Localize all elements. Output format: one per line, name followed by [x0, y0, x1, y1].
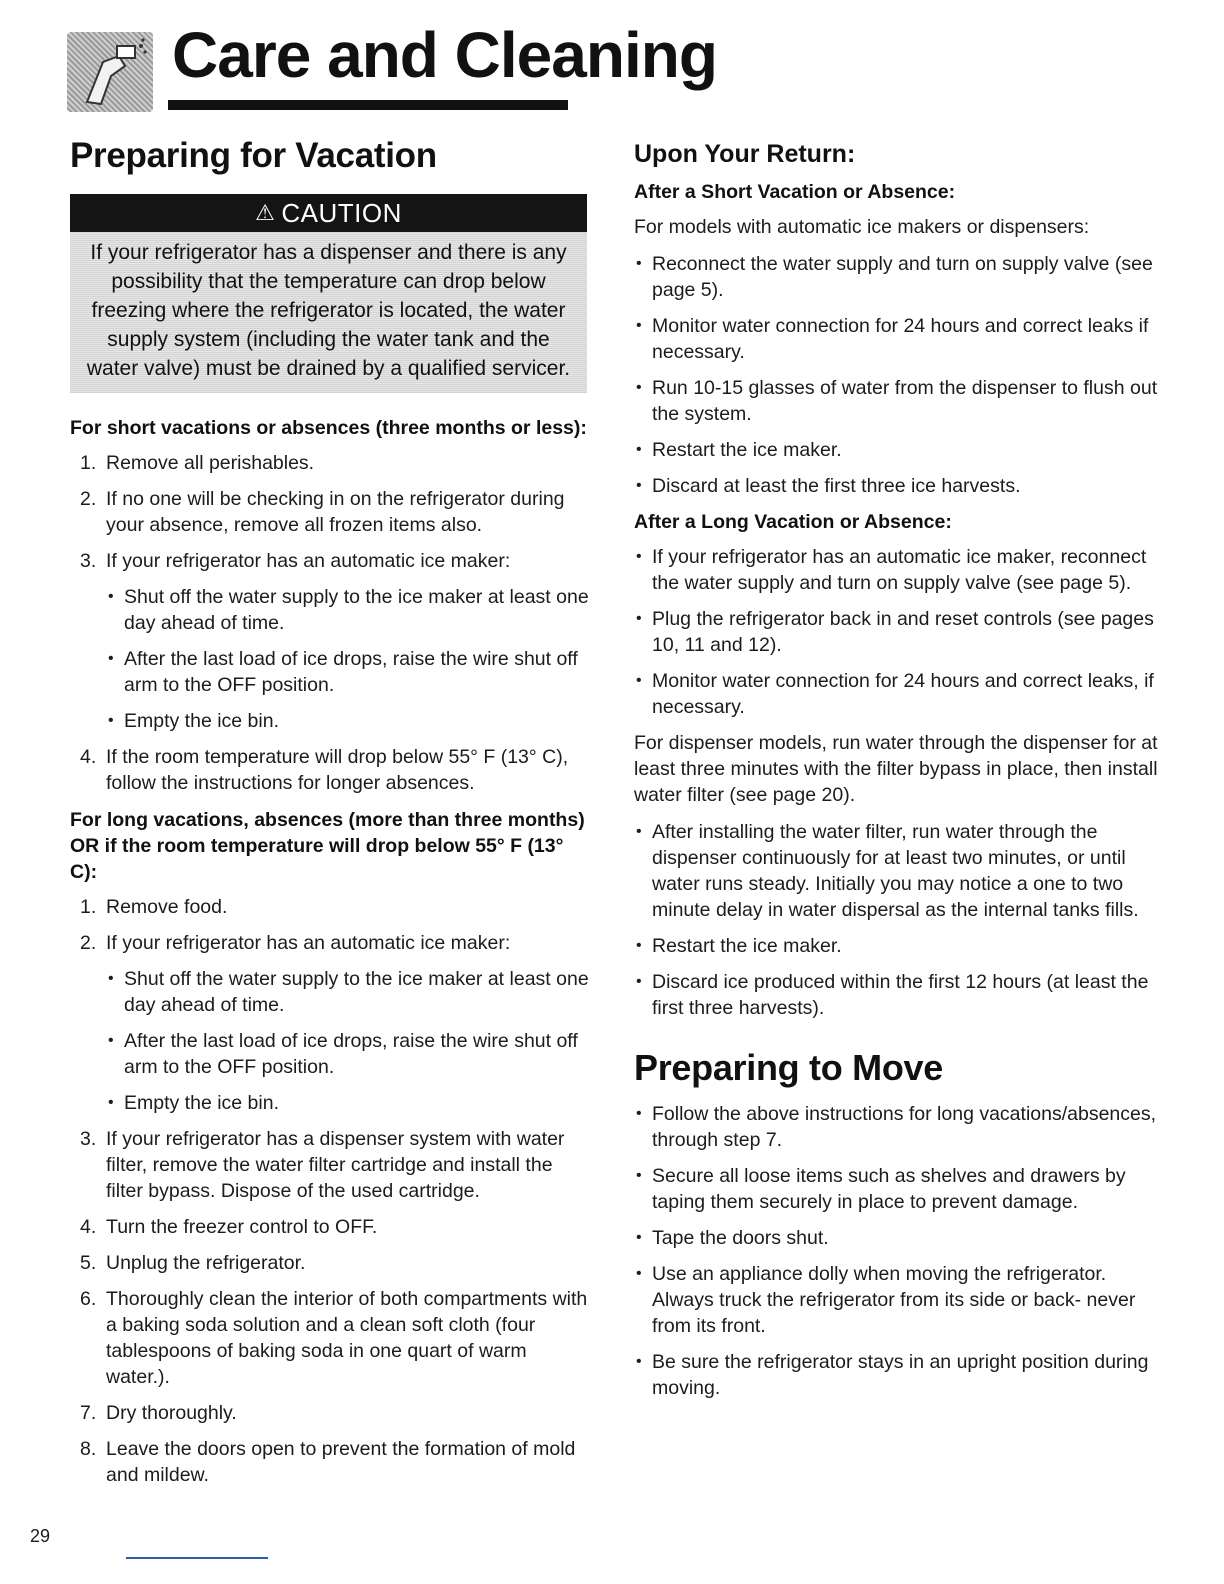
list-item: 4. Turn the freezer control to OFF.	[80, 1216, 378, 1238]
page-number: 29	[30, 1526, 51, 1546]
caution-box	[70, 194, 587, 393]
list-item: • If your refrigerator has an automatic ice maker, reconnect the water supply and turn on supply valve (see page 5).	[634, 544, 1158, 596]
short-return-heading: After a Short Vacation or Absence:	[634, 181, 956, 203]
list-item: • Monitor water connection for 24 hours and correct leaks if necessary.	[634, 313, 1158, 365]
section-title-vacation: Preparing for Vacation	[70, 136, 437, 175]
dispenser-paragraph: For dispenser models, run water through the dispenser for at least three minutes with the filter bypass in place, then install water filter (see page 20).	[634, 732, 1158, 806]
list-item: • After the last load of ice drops, raise the wire shut off arm to the OFF position.	[106, 646, 590, 698]
long-vacation-heading: For long vacations, absences (more than three months) OR if the room temperature will drop below 55° F (13° C):	[70, 809, 585, 883]
caution-text: If your refrigerator has a dispenser and there is any possibility that the temperature can drop below freezing where the refrigerator is located, the water supply system (including the water tank and the water valve) must be drained by a qualified servicer.	[70, 232, 587, 393]
list-item: • After installing the water filter, run water through the dispenser continuously for at least two minutes, or until water runs steady. Initially you may notice a one to two minute delay in water dispersal as the internal tanks fills.	[634, 819, 1158, 923]
section-title-move: Preparing to Move	[634, 1047, 943, 1088]
list-item: • Shut off the water supply to the ice maker at least one day ahead of time.	[106, 584, 590, 636]
footer-divider	[126, 1557, 268, 1559]
list-item: • Run 10-15 glasses of water from the dispenser to flush out the system.	[634, 375, 1158, 427]
list-item: 1. Remove food.	[80, 896, 228, 918]
short-vacation-heading: For short vacations or absences (three months or less):	[70, 417, 587, 439]
section-title-return: Upon Your Return:	[634, 140, 856, 168]
list-item: • Use an appliance dolly when moving the refrigerator. Always truck the refrigerator from its side or back- never from its front.	[634, 1261, 1158, 1339]
list-item: • Tape the doors shut.	[634, 1225, 1158, 1251]
list-item: 7. Dry thoroughly.	[80, 1402, 237, 1424]
list-item: 1. Remove all perishables.	[80, 452, 315, 474]
list-item: • Restart the ice maker.	[634, 933, 1158, 959]
list-item: 6. Thoroughly clean the interior of both compartments with a baking soda solution and a clean soft cloth (four tablespoons of baking soda in one quart of warm water.).	[80, 1288, 588, 1388]
page-header-title: Care and Cleaning	[172, 19, 717, 91]
list-item: • Discard at least the first three ice harvests.	[634, 473, 1158, 499]
long-vacation-steps	[70, 894, 590, 1488]
list-item: 5. Unplug the refrigerator.	[80, 1252, 306, 1274]
list-item: 3. If your refrigerator has a dispenser system with water filter, remove the water filter cartridge and install the filter bypass. Dispose of the used cartridge.	[80, 1128, 565, 1202]
long-return-heading: After a Long Vacation or Absence:	[634, 511, 952, 533]
list-item: • Restart the ice maker.	[634, 437, 1158, 463]
list-item: • Secure all loose items such as shelves and drawers by taping them securely in place to prevent damage.	[634, 1163, 1158, 1215]
list-item: • Reconnect the water supply and turn on supply valve (see page 5).	[634, 251, 1158, 303]
caution-label: CAUTION	[281, 197, 402, 228]
list-item: • Plug the refrigerator back in and reset controls (see pages 10, 11 and 12).	[634, 606, 1158, 658]
caution-banner	[70, 194, 587, 232]
list-item: 2. If your refrigerator has an automatic ice maker: • Shut off the water supply to the ice maker at least one day ahead of time. • After the last load of ice drops, raise the wire shut off arm to the OFF position. • Empty the ice bin.	[70, 930, 590, 1116]
list-item: 4. If the room temperature will drop below 55° F (13° C), follow the instructions for longer absences.	[80, 746, 569, 794]
list-item: • Empty the ice bin.	[106, 1090, 590, 1116]
right-column	[634, 140, 1158, 1411]
cleaning-spray-icon	[67, 32, 153, 112]
list-item: • Shut off the water supply to the ice maker at least one day ahead of time.	[106, 966, 590, 1018]
dispenser-bullets	[634, 819, 1158, 1021]
header-rule	[168, 100, 568, 110]
list-item: • Discard ice produced within the first 12 hours (at least the first three harvests).	[634, 969, 1158, 1021]
short-return-intro: For models with automatic ice makers or dispensers:	[634, 216, 1090, 238]
list-item: 2. If no one will be checking in on the refrigerator during your absence, remove all frozen items also.	[80, 488, 565, 536]
list-item: • Monitor water connection for 24 hours and correct leaks, if necessary.	[634, 668, 1158, 720]
short-return-bullets	[634, 251, 1158, 499]
long-return-bullets	[634, 544, 1158, 720]
list-item: • Empty the ice bin.	[106, 708, 590, 734]
list-item: 3. If your refrigerator has an automatic ice maker: • Shut off the water supply to the ice maker at least one day ahead of time. • After the last load of ice drops, raise the wire shut off arm to the OFF position. • Empty the ice bin.	[70, 548, 590, 734]
list-item: 8. Leave the doors open to prevent the formation of mold and mildew.	[80, 1438, 576, 1486]
warning-triangle-icon: ⚠	[255, 200, 276, 225]
left-column	[70, 136, 590, 1499]
move-bullets	[634, 1101, 1158, 1401]
list-item: • Be sure the refrigerator stays in an upright position during moving.	[634, 1349, 1158, 1401]
sub-bullets	[106, 584, 590, 734]
list-item: • Follow the above instructions for long vacations/absences, through step 7.	[634, 1101, 1158, 1153]
short-vacation-steps	[70, 450, 590, 796]
list-item: • After the last load of ice drops, raise the wire shut off arm to the OFF position.	[106, 1028, 590, 1080]
sub-bullets	[106, 966, 590, 1116]
